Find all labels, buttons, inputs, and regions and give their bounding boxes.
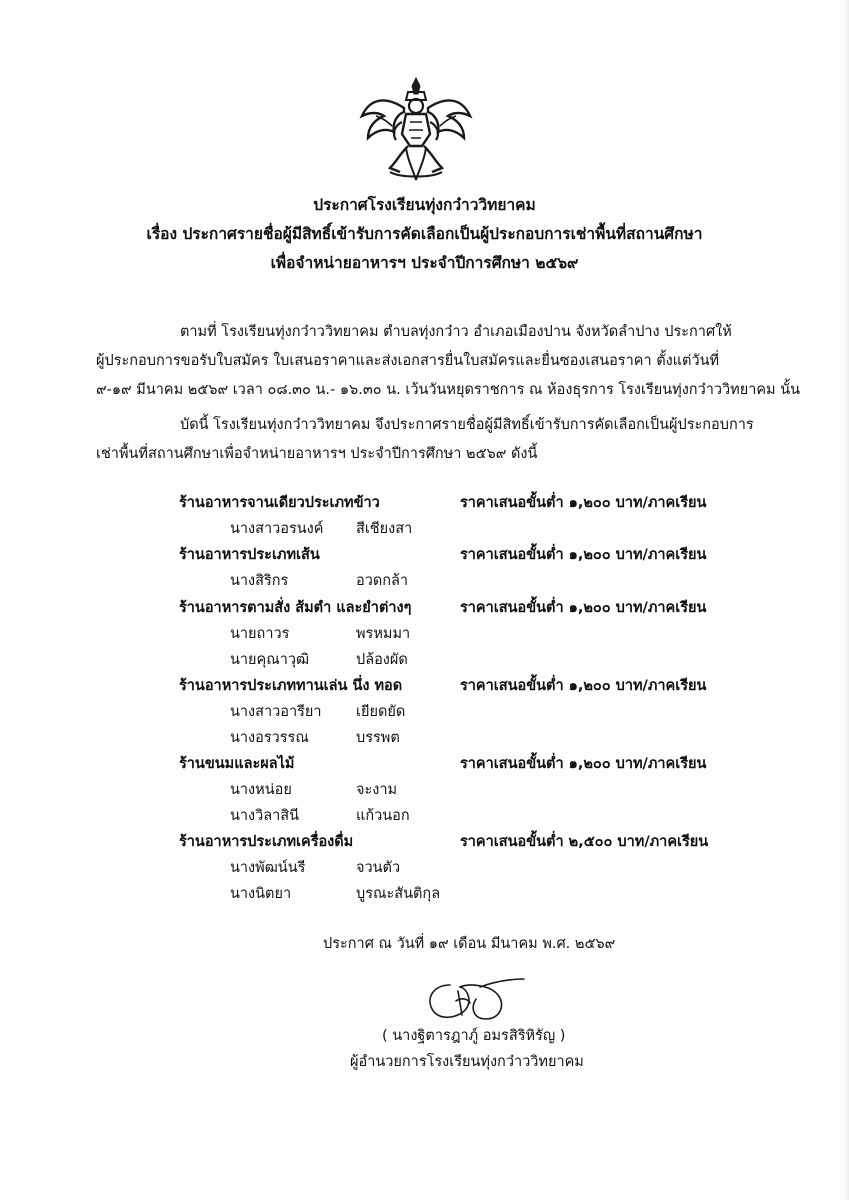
shop-price: ราคาเสนอขั้นต่ำ ๒,๕๐๐ บาท/ภาคเรียน xyxy=(460,834,709,850)
page-edge xyxy=(843,0,849,1200)
announcement-subject-cont: เพื่อจำหน่ายอาหารฯ ประจำปีการศึกษา ๒๕๖๙ xyxy=(270,254,579,272)
shop-category: ร้านขนมและผลไม้ xyxy=(179,756,295,772)
applicant-surname: จวนตัว xyxy=(356,860,401,876)
shop-category: ร้านอาหารประเภททานเล่น นึ่ง ทอด xyxy=(179,678,403,694)
applicant-name: นายคุณาวุฒิ xyxy=(230,652,310,668)
applicant-name: นางพัฒน์นรี xyxy=(230,860,306,876)
applicant-name: นางวิลาสินี xyxy=(230,808,300,824)
applicant-surname: บูรณะสันติกุล xyxy=(356,886,441,902)
applicant-name: นางสาวอารียา xyxy=(230,704,322,720)
shop-price: ราคาเสนอขั้นต่ำ ๑,๒๐๐ บาท/ภาคเรียน xyxy=(460,678,707,694)
shop-price: ราคาเสนอขั้นต่ำ ๑,๒๐๐ บาท/ภาคเรียน xyxy=(460,756,707,772)
signer-name: ( นางฐิตารฎาภู์ อมรสิริหิรัญ ) xyxy=(382,1028,566,1044)
applicant-name: นางสาวอรนงค์ xyxy=(230,521,324,537)
applicant-name: นางนิตยา xyxy=(230,886,292,902)
applicant-surname: อวดกล้า xyxy=(356,573,409,589)
announcement-subject: เรื่อง ประกาศรายชื่อผู้มีสิทธิ์เข้ารับการคัดเลือกเป็นผู้ประกอบการเช่าพื้นที่สถานศึกษา xyxy=(146,225,703,243)
applicant-surname: แก้วนอก xyxy=(356,808,410,824)
applicant-name: นายถาวร xyxy=(230,626,290,642)
shop-category: ร้านอาหารจานเดียวประเภทข้าว xyxy=(179,495,380,511)
applicant-name: นางหน่อย xyxy=(230,782,292,798)
shop-price: ราคาเสนอขั้นต่ำ ๑,๒๐๐ บาท/ภาคเรียน xyxy=(460,547,707,563)
applicant-surname: เยียดยัด xyxy=(356,704,406,720)
garuda-emblem-icon xyxy=(356,76,476,186)
applicant-surname: พรหมมา xyxy=(356,626,411,642)
announcement-title: ประกาศโรงเรียนทุ่งกว๋าววิทยาคม xyxy=(313,196,536,214)
applicant-surname: สีเชียงสา xyxy=(356,521,413,537)
applicant-surname: ปล้องผัด xyxy=(356,652,408,668)
shop-price: ราคาเสนอขั้นต่ำ ๑,๒๐๐ บาท/ภาคเรียน xyxy=(460,600,707,616)
paragraph-line: ๙-๑๙ มีนาคม ๒๕๖๙ เวลา ๐๘.๓๐ น.- ๑๖.๓๐ น. เว้นวันหยุดราชการ ณ ห้องธุรการ โรงเรียนทุ่งกว๋าววิทยาคม นั้น xyxy=(96,382,801,398)
signature-icon xyxy=(420,975,530,1025)
announcement-date: ประกาศ ณ วันที่ ๑๙ เดือน มีนาคม พ.ศ. ๒๕๖๙ xyxy=(323,936,616,952)
signer-title: ผู้อำนวยการโรงเรียนทุ่งกว๋าววิทยาคม xyxy=(350,1054,584,1070)
applicant-surname: จะงาม xyxy=(356,782,398,798)
applicant-name: นางอรวรรณ xyxy=(230,730,309,746)
applicant-name: นางสิริกร xyxy=(230,573,289,589)
paragraph-line: ตามที่ โรงเรียนทุ่งกว๋าววิทยาคม ตำบลทุ่งกว๋าว อำเภอเมืองปาน จังหวัดลำปาง ประกาศให้ xyxy=(180,324,732,340)
shop-category: ร้านอาหารตามสั่ง ส้มตำ และยำต่างๆ xyxy=(179,600,412,616)
shop-category: ร้านอาหารประเภทเส้น xyxy=(179,547,320,563)
applicant-surname: บรรพต xyxy=(356,730,400,746)
shop-price: ราคาเสนอขั้นต่ำ ๑,๒๐๐ บาท/ภาคเรียน xyxy=(460,495,707,511)
paragraph-line: ผู้ประกอบการขอรับใบสมัคร ใบเสนอราคาและส่งเอกสารยื่นใบสมัครและยื่นซองเสนอราคา ตั้งแต่วันที่ xyxy=(96,353,720,369)
paragraph-line: เช่าพื้นที่สถานศึกษาเพื่อจำหน่ายอาหารฯ ประจำปีการศึกษา ๒๕๖๙ ดังนี้ xyxy=(96,446,538,462)
shop-category: ร้านอาหารประเภทเครื่องดื่ม xyxy=(179,834,354,850)
paragraph-line: บัดนี้ โรงเรียนทุ่งกว๋าววิทยาคม จึงประกาศรายชื่อผู้มีสิทธิ์เข้ารับการคัดเลือกเป็นผู้ประกอบการ xyxy=(180,417,754,433)
